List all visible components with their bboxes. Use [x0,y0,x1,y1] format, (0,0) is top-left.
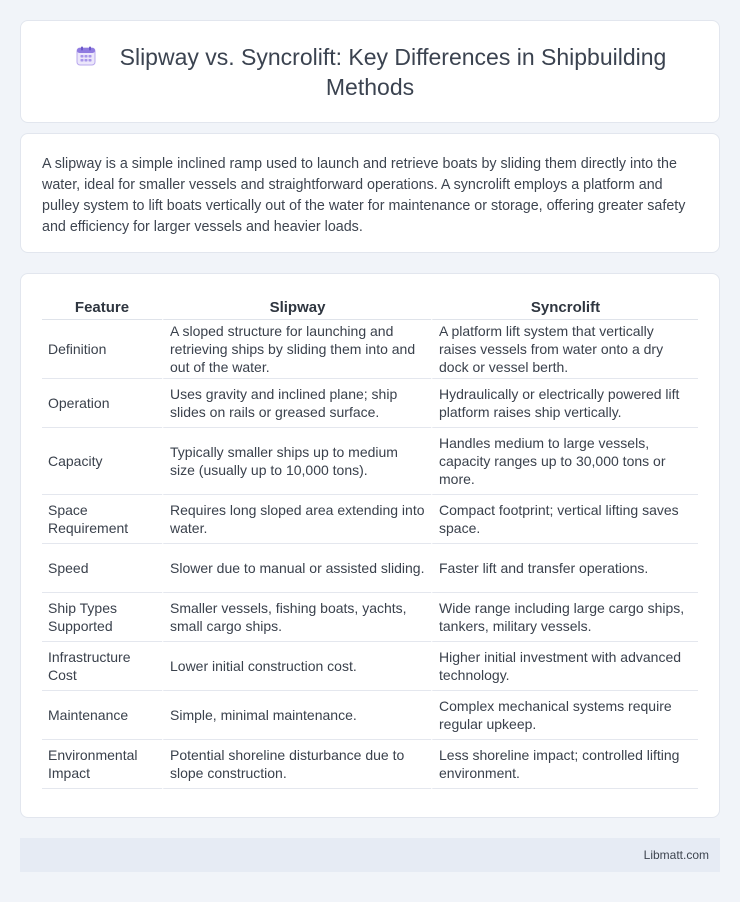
intro-text: A slipway is a simple inclined ramp used to launch and retrieve boats by sliding them directly into the water, ideal for smaller vessels and straightforward operations. A syncrolift employs a platform and pulley system to lift boats vertically out of the water for maintenance or storage, offering greater safety and efficiency for larger vessels and heavier loads. [42,156,686,235]
table-row [42,495,698,544]
table-header-row [42,294,698,320]
row-syncrolift: Faster lift and transfer operations. [431,544,698,593]
header-slipway: Slipway [162,294,431,320]
row-syncrolift: Less shoreline impact; controlled lifting environment. [431,740,698,789]
row-feature: Environmental Impact [42,740,162,789]
row-feature: Ship Types Supported [42,593,162,642]
intro-card [20,133,720,253]
header-syncrolift: Syncrolift [431,294,698,320]
row-slipway: Potential shoreline disturbance due to slope construction. [162,740,431,789]
table-row [42,428,698,495]
calendar-icon [74,44,98,68]
row-syncrolift: Wide range including large cargo ships, tankers, military vessels. [431,593,698,642]
row-syncrolift: Higher initial investment with advanced technology. [431,642,698,691]
page-title: Slipway vs. Syncrolift: Key Differences in Shipbuilding Methods [119,43,667,100]
table-row [42,740,698,789]
page-title-wrap [61,42,679,102]
table-row [42,320,698,379]
row-slipway: Uses gravity and inclined plane; ship slides on rails or greased surface. [162,379,431,428]
table-row [42,544,698,593]
row-syncrolift: Handles medium to large vessels, capacity ranges up to 30,000 tons or more. [431,428,698,495]
row-slipway: Slower due to manual or assisted sliding. [162,544,431,593]
row-feature: Definition [42,320,162,379]
row-feature: Speed [42,544,162,593]
row-syncrolift: Hydraulically or electrically powered lift platform raises ship vertically. [431,379,698,428]
row-feature: Capacity [42,428,162,495]
row-feature: Operation [42,379,162,428]
row-syncrolift: Complex mechanical systems require regular upkeep. [431,691,698,740]
row-slipway: A sloped structure for launching and retrieving ships by sliding them into and out of the water. [162,320,431,379]
row-feature: Space Requirement [42,495,162,544]
footer [20,838,720,872]
row-feature: Maintenance [42,691,162,740]
table-row [42,379,698,428]
row-syncrolift: A platform lift system that vertically raises vessels from water onto a dry dock or vessel berth. [431,320,698,379]
comparison-table [42,294,698,789]
row-syncrolift: Compact footprint; vertical lifting saves space. [431,495,698,544]
row-slipway: Simple, minimal maintenance. [162,691,431,740]
table-row [42,691,698,740]
row-slipway: Typically smaller ships up to medium size (usually up to 10,000 tons). [162,428,431,495]
row-slipway: Lower initial construction cost. [162,642,431,691]
header-feature: Feature [42,294,162,320]
title-card [20,20,720,123]
row-slipway: Requires long sloped area extending into water. [162,495,431,544]
comparison-card [20,273,720,818]
row-feature: Infrastructure Cost [42,642,162,691]
table-row [42,642,698,691]
table-row [42,593,698,642]
row-slipway: Smaller vessels, fishing boats, yachts, small cargo ships. [162,593,431,642]
footer-brand[interactable]: Libmatt.com [643,848,709,862]
